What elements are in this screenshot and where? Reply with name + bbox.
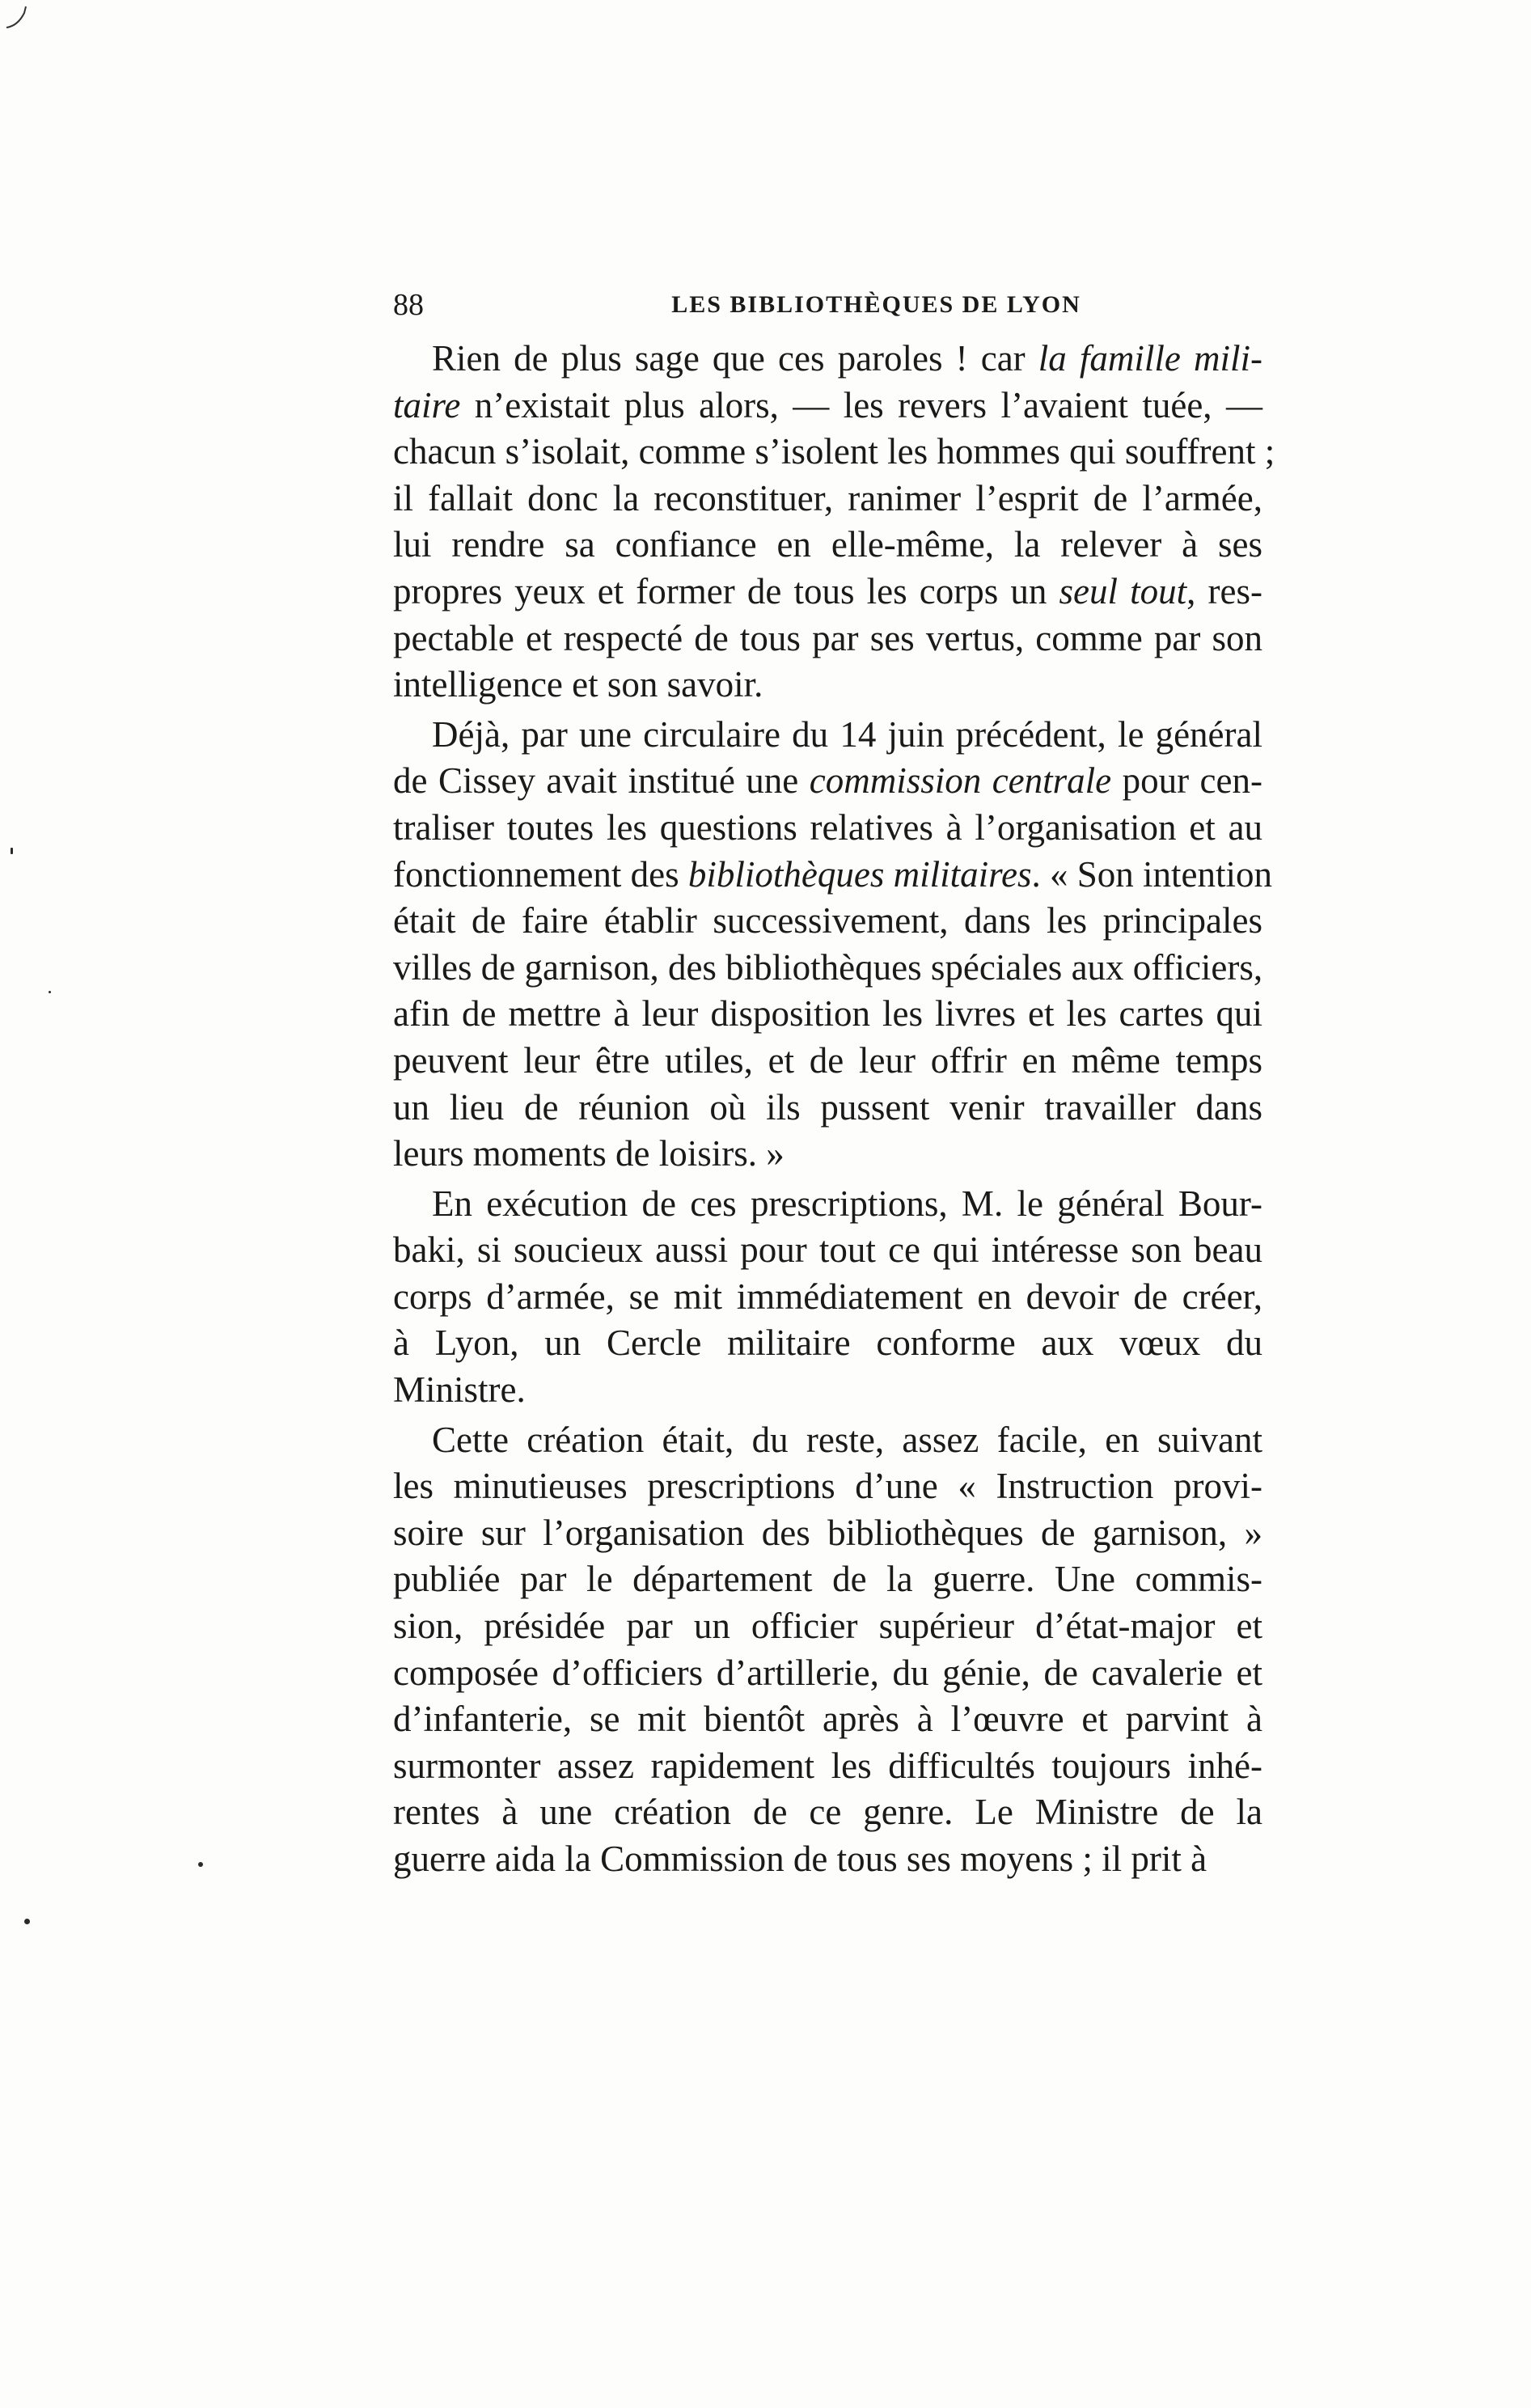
- text-line: [393, 898, 1262, 945]
- text-run: surmonter assez rapidement les difficultés toujours inhé-: [393, 1745, 1262, 1786]
- italic-text: commission centrale: [809, 760, 1112, 802]
- text-line: [393, 522, 1262, 569]
- text-run: propres yeux et former de tous les corps un: [393, 570, 1059, 612]
- text-run: de Cissey avait institué une: [393, 760, 810, 802]
- text-run: à Lyon, un Cercle militaire conforme aux vœux du: [393, 1322, 1262, 1364]
- text-line: [393, 1510, 1262, 1557]
- text-run: Ministre.: [393, 1369, 526, 1411]
- paragraph: [393, 1181, 1262, 1414]
- text-line: [393, 1743, 1262, 1790]
- text-run: pectable et respecté de tous par ses vertus, comme par son: [393, 617, 1262, 658]
- text-run: composée d’officiers d’artillerie, du génie, de cavalerie et: [393, 1652, 1262, 1693]
- paragraph: [393, 1417, 1262, 1883]
- text-line: [393, 1274, 1262, 1321]
- text-run: afin de mettre à leur disposition les livres et les cartes qui: [393, 993, 1262, 1035]
- text-line: [393, 1556, 1262, 1603]
- text-run: , res-: [1186, 570, 1262, 612]
- text-run: lui rendre sa confiance en elle-même, la relever à ses: [393, 524, 1262, 565]
- text-line: [393, 758, 1262, 805]
- text-run: baki, si soucieux aussi pour tout ce qui intéresse son beau: [393, 1229, 1262, 1271]
- text-run: Déjà, par une circulaire du 14 juin précédent, le général: [432, 713, 1262, 755]
- text-line: [393, 476, 1262, 523]
- text-run: leurs moments de loisirs. »: [393, 1133, 785, 1174]
- text-run: corps d’armée, se mit immédiatement en devoir de créer,: [393, 1276, 1262, 1317]
- italic-text: taire: [393, 384, 461, 425]
- ink-speck: [49, 991, 51, 993]
- text-line: [393, 1696, 1262, 1743]
- text-line: [393, 945, 1262, 992]
- text-line: [393, 1417, 1262, 1464]
- ink-speck: [24, 1919, 30, 1924]
- body-text: [393, 336, 1275, 1886]
- text-line: [393, 383, 1262, 430]
- text-run: n’existait plus alors, — les revers l’avaient tuée, —: [460, 384, 1262, 425]
- text-run: rentes à une création de ce genre. Le Ministre de la: [393, 1792, 1262, 1833]
- italic-text: seul tout: [1059, 570, 1187, 612]
- text-run: Rien de plus sage que ces paroles ! car: [432, 338, 1038, 379]
- text-run: publiée par le département de la guerre. Une commis-: [393, 1559, 1262, 1600]
- text-line: [393, 1320, 1262, 1367]
- paragraph: [393, 712, 1272, 1178]
- text-line: [393, 991, 1262, 1038]
- text-run: un lieu de réunion où ils pussent venir travailler dans: [393, 1086, 1262, 1128]
- text-line: [393, 1227, 1262, 1274]
- text-line: [393, 712, 1262, 759]
- corner-mark: [3, 3, 36, 36]
- italic-text: la famille mili-: [1038, 338, 1262, 379]
- text-run: Cette création était, du reste, assez facile, en suivant: [432, 1419, 1262, 1460]
- text-line: [393, 1650, 1262, 1697]
- text-line: [393, 1789, 1262, 1836]
- text-line: [393, 336, 1262, 383]
- text-run: . « Son intention: [1031, 853, 1272, 895]
- text-line: [393, 1038, 1262, 1085]
- text-line: [393, 1603, 1262, 1650]
- text-run: En exécution de ces prescriptions, M. le général Bour-: [432, 1183, 1262, 1224]
- text-line: [393, 429, 1275, 476]
- text-run: les minutieuses prescriptions d’une « Instruction provi-: [393, 1466, 1262, 1507]
- text-run: fonctionnement des: [393, 853, 688, 895]
- italic-text: bibliothèques militaires: [687, 853, 1032, 895]
- text-line: [393, 1463, 1262, 1510]
- text-run: guerre aida la Commission de tous ses moyens ; il prit à: [393, 1839, 1207, 1879]
- text-run: était de faire établir successivement, dans les principales: [393, 900, 1262, 942]
- text-run: pour cen-: [1111, 760, 1262, 802]
- ink-speck: [198, 1862, 203, 1867]
- text-line: [393, 616, 1262, 662]
- text-run: intelligence et son savoir.: [393, 664, 763, 705]
- text-line: [393, 805, 1262, 852]
- text-run: soire sur l’organisation des bibliothèques de garnison, »: [393, 1512, 1262, 1553]
- text-line: [393, 1131, 1262, 1178]
- text-run: traliser toutes les questions relatives à l’organisation et au: [393, 806, 1262, 848]
- running-title: LES BIBLIOTHÈQUES DE LYON: [671, 291, 1081, 318]
- page-header: [393, 285, 1262, 325]
- text-run: villes de garnison, des bibliothèques spéciales aux officiers,: [393, 946, 1263, 988]
- text-line: [393, 1181, 1262, 1228]
- text-line: [393, 1085, 1262, 1132]
- text-line: [393, 569, 1262, 616]
- page-number: 88: [393, 288, 424, 322]
- text-line: [393, 852, 1272, 899]
- ink-speck: [11, 848, 13, 854]
- text-run: d’infanterie, se mit bientôt après à l’œuvre et parvint à: [393, 1699, 1262, 1740]
- text-line: [393, 662, 1262, 709]
- text-run: peuvent leur être utiles, et de leur offrir en même temps: [393, 1039, 1262, 1081]
- text-line: [393, 1836, 1262, 1883]
- text-run: sion, présidée par un officier supérieur d’état-major et: [393, 1606, 1262, 1647]
- text-line: [393, 1367, 1262, 1414]
- text-run: chacun s’isolait, comme s’isolent les hommes qui souffrent ;: [393, 431, 1275, 472]
- text-run: il fallait donc la reconstituer, ranimer l’esprit de l’armée,: [393, 477, 1262, 518]
- paragraph: [393, 336, 1275, 709]
